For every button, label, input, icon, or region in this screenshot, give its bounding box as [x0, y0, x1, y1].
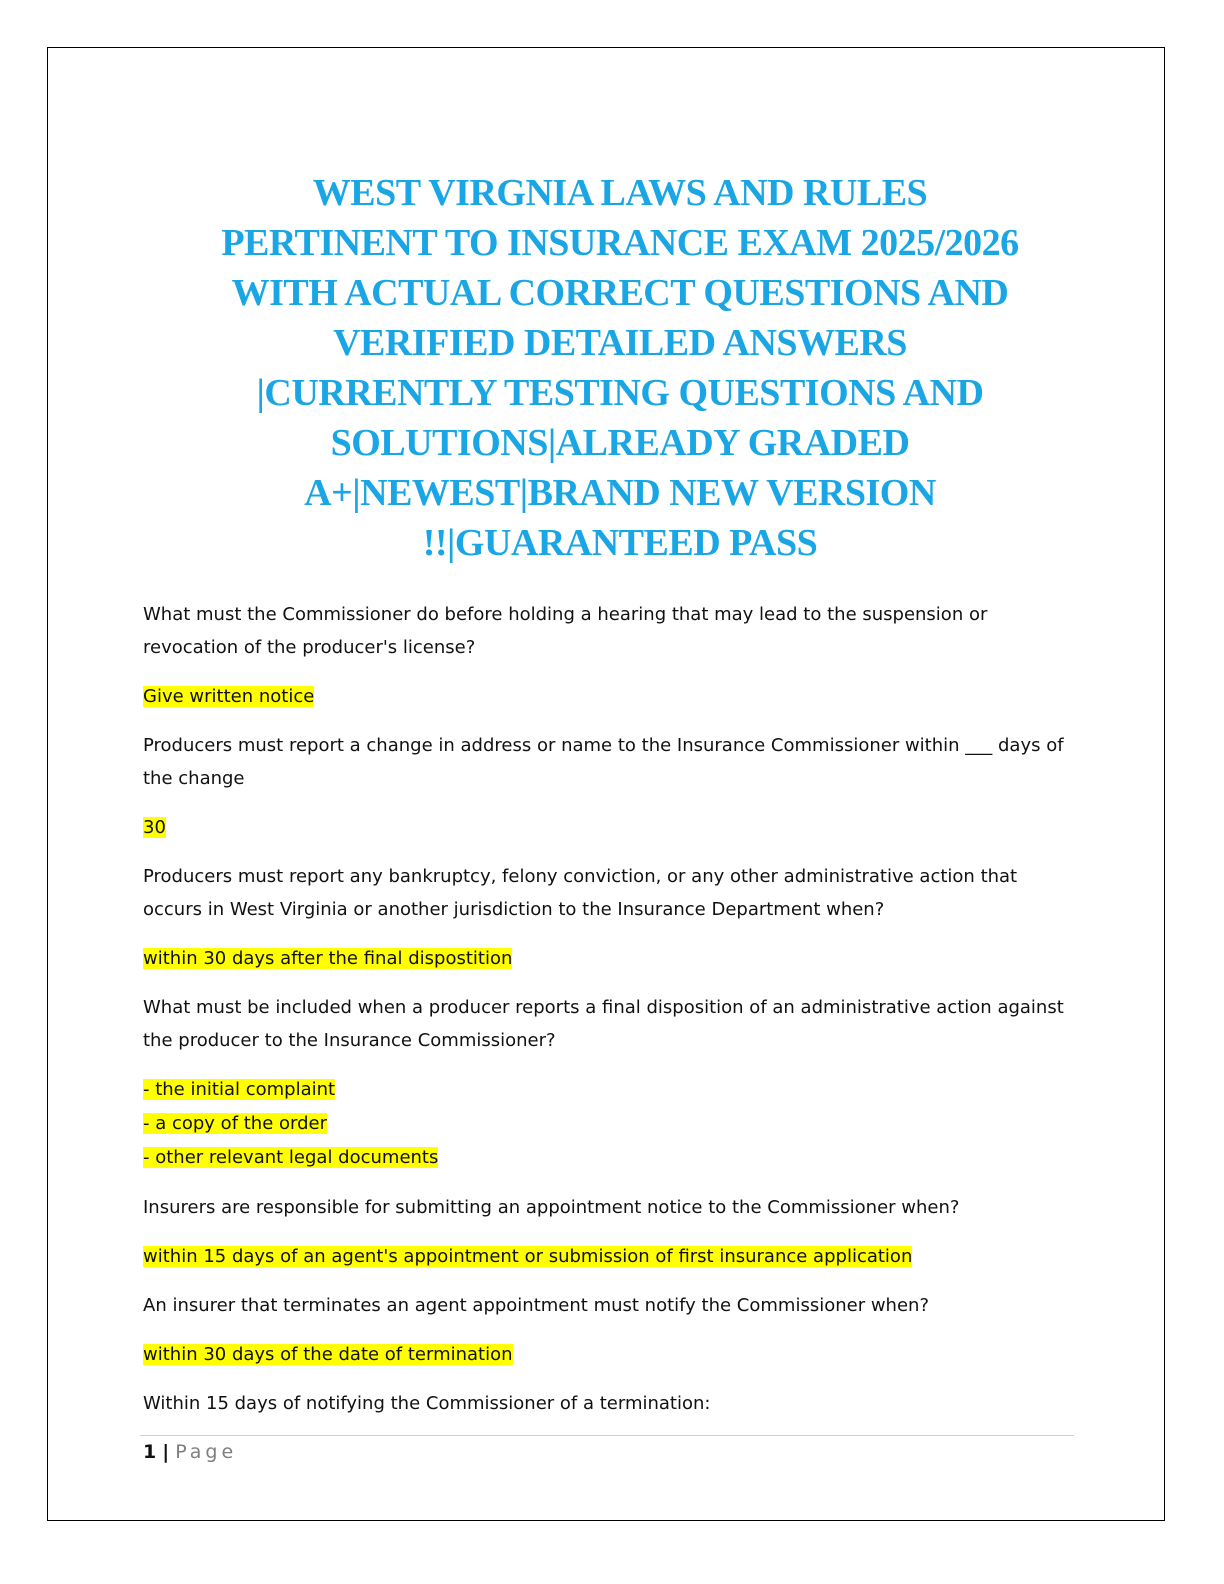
list-item — [143, 1141, 1073, 1175]
page-label: Page — [175, 1441, 238, 1463]
answer-3 — [143, 942, 1073, 975]
title-line: SOLUTIONS|ALREADY GRADED — [330, 422, 910, 464]
answer-highlight: within 15 days of an agent's appointment or submission of first insurance application — [143, 1246, 913, 1267]
answer-1 — [143, 680, 1073, 713]
page-footer — [143, 1441, 237, 1463]
title-line: WEST VIRGNIA LAWS AND RULES — [312, 172, 928, 214]
answer-highlight: Give written notice — [143, 686, 315, 707]
question-4: What must be included when a producer reports a final disposition of an administrative action against the producer to the Insurance Commissioner? — [143, 997, 1064, 1051]
title-line: !!|GUARANTEED PASS — [422, 522, 818, 564]
document-title — [120, 168, 1120, 568]
answer-4-list — [143, 1073, 1073, 1175]
title-line: WITH ACTUAL CORRECT QUESTIONS AND — [231, 272, 1009, 314]
title-line: VERIFIED DETAILED ANSWERS — [333, 322, 907, 364]
question-1: What must the Commissioner do before holding a hearing that may lead to the suspension or revocation of the producer's license? — [143, 604, 988, 658]
title-line: |CURRENTLY TESTING QUESTIONS AND — [256, 372, 984, 414]
list-item — [143, 1073, 1073, 1107]
question-6: An insurer that terminates an agent appointment must notify the Commissioner when? — [143, 1295, 929, 1316]
qa-content — [143, 598, 1073, 1436]
question-7: Within 15 days of notifying the Commissioner of a termination: — [143, 1393, 711, 1414]
list-item — [143, 1107, 1073, 1141]
question-5: Insurers are responsible for submitting an appointment notice to the Commissioner when? — [143, 1197, 960, 1218]
answer-highlight: - the initial complaint — [143, 1079, 336, 1100]
answer-5 — [143, 1240, 1073, 1273]
page-number: 1 — [143, 1441, 157, 1463]
answer-highlight: 30 — [143, 817, 166, 838]
footer-divider — [140, 1435, 1074, 1436]
answer-highlight: within 30 days after the final dispostition — [143, 948, 513, 969]
footer-separator: | — [162, 1441, 170, 1463]
answer-2 — [143, 811, 1073, 844]
question-2: Producers must report a change in address or name to the Insurance Commissioner within ___ days of the change — [143, 735, 1064, 789]
title-line: A+|NEWEST|BRAND NEW VERSION — [304, 472, 936, 514]
title-line: PERTINENT TO INSURANCE EXAM 2025/2026 — [221, 222, 1019, 264]
answer-highlight: within 30 days of the date of termination — [143, 1344, 513, 1365]
answer-highlight: - a copy of the order — [143, 1113, 328, 1134]
answer-highlight: - other relevant legal documents — [143, 1147, 439, 1168]
answer-6 — [143, 1338, 1073, 1371]
question-3: Producers must report any bankruptcy, felony conviction, or any other administrative action that occurs in West Virginia or another jurisdiction to the Insurance Department when? — [143, 866, 1018, 920]
